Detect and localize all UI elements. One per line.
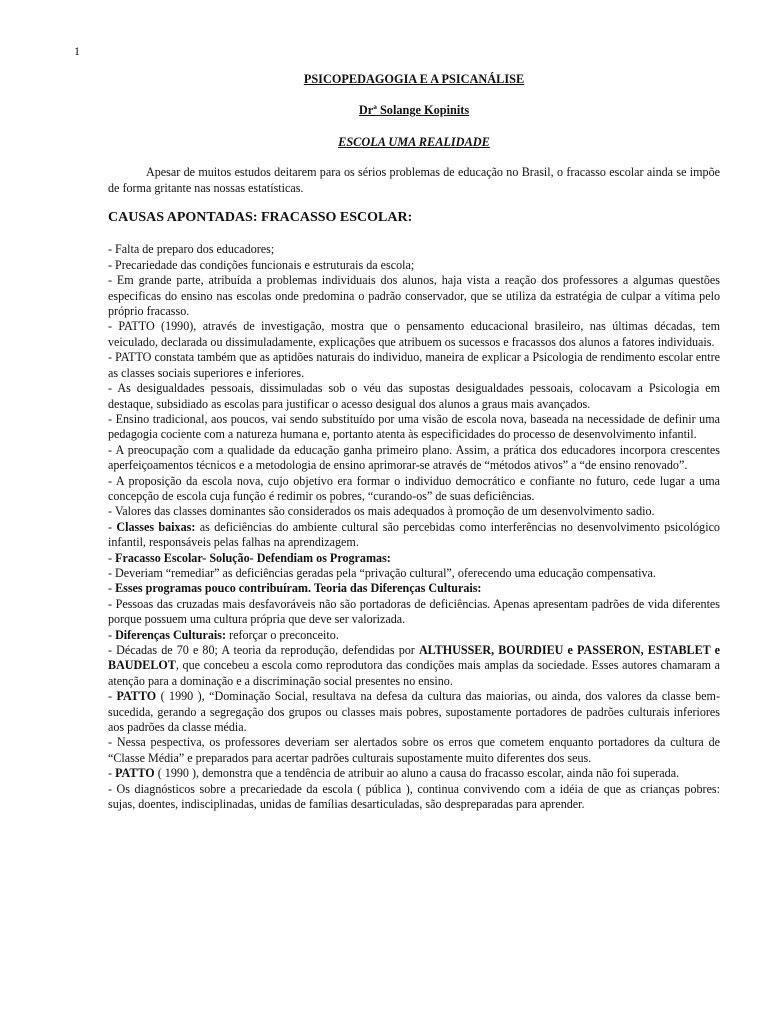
list-item-emphasis: Classes baixas:	[116, 519, 196, 534]
list-item	[108, 782, 720, 813]
list-item	[108, 766, 720, 781]
list-item-text: - Décadas de 70 e 80; A teoria da reprodução, defendidas por	[108, 643, 419, 657]
list-item-text: - A preocupação com a qualidade da educação ganha primeiro plano. Assim, a prática dos educadores incorpora crescentes aperfeiçoamentos técnicos e a metodologia de ensino aprimorar-se através de “métodos ativos” a “de ensino renovado”.	[108, 442, 720, 473]
list-item	[108, 242, 720, 257]
list-item-text-continued: ( 1990 ), “Dominação Social, resultava na defesa da cultura das maiorias, ou ainda, dos valores da classe bem- sucedida, gerando a segregação dos grupos ou classes mais pobres, supostamente portadores de padrões culturais inferiores aos padrões da classe média.	[108, 689, 720, 735]
list-item-text: - Precariedade das condições funcionais e estruturais da escola;	[108, 257, 415, 272]
list-item-text: -	[108, 581, 116, 596]
list-item-text: - Falta de preparo dos educadores;	[108, 242, 275, 257]
list-item-text: - As desigualdades pessoais, dissimuladas sob o véu das supostas desigualdades pessoais, colocavam a Psicologia em destaque, subsidiado as escolas para justificar o acesso desigual dos alunos a graus mais avançados.	[108, 381, 720, 411]
list-item-emphasis: Esses programas pouco contribuíram. Teoria das Diferenças Culturais:	[115, 581, 482, 596]
list-item-emphasis: ALTHUSSER, BOURDIEU e PASSERON, ESTABLET e BAUDELOT	[108, 643, 720, 673]
list-item-text: -	[108, 766, 116, 781]
causes-list	[108, 242, 720, 812]
list-item	[108, 443, 720, 474]
list-item	[108, 597, 720, 628]
list-item	[108, 319, 720, 350]
list-item-text: -	[108, 519, 117, 534]
list-item	[108, 735, 720, 766]
list-item	[108, 551, 720, 566]
list-item-text: - Nessa pespectiva, os professores deveriam ser alertados sobre os erros que cometem enquanto portadores da cultura de “Classe Média” e preparados para acertar padrões culturais supostamente muito diferentes dos seus.	[108, 735, 720, 765]
document-subtitle: ESCOLA UMA REALIDADE	[338, 134, 490, 149]
list-item	[108, 381, 720, 412]
list-item-text: - PATTO constata também que as aptidões naturais do individuo, maneira de explicar a Psicologia de rendimento escolar entre as classes sociais superiores e inferiores.	[108, 350, 720, 380]
list-item-text-continued: reforçar o preconceito.	[226, 627, 339, 642]
intro-paragraph: Apesar de muitos estudos deitarem para os sérios problemas de educação no Brasil, o fracasso escolar ainda se impõe de forma gritante nas nossas estatísticas.	[108, 165, 720, 195]
list-item	[108, 520, 720, 551]
list-item-emphasis: Diferenças Culturais:	[115, 627, 227, 642]
list-item-text: - Em grande parte, atribuída a problemas individuais dos alunos, haja vista a reação dos professores a algumas questões especificas do ensino nas escolas onde predomina o padrão conservador, que se utiliza da estratégia de culpar a vítima pelo próprio fracasso.	[108, 273, 720, 319]
list-item-text-continued: ( 1990 ), demonstra que a tendência de atribuir ao aluno a causa do fracasso escolar, ainda não foi superada.	[154, 766, 680, 781]
list-item-text: - PATTO (1990), através de investigação, mostra que o pensamento educacional brasileiro, nas últimas décadas, tem veiculado, declarada ou dissimuladamente, explicações que atribuem os sucessos e fracassos dos alunos a fatores individuais.	[108, 319, 720, 349]
list-item	[108, 412, 720, 443]
list-item-emphasis: Fracasso Escolar- Solução- Defendiam os Programas:	[115, 550, 391, 565]
list-item	[108, 258, 720, 273]
list-item	[108, 566, 720, 581]
list-item	[108, 689, 720, 735]
list-item	[108, 273, 720, 319]
list-item-text: - Os diagnósticos sobre a precariedade da escola ( pública ), continua convivendo com a idéia de que as crianças pobres: sujas, doentes, indisciplinadas, unidas de famílias desarticuladas, são despreparadas para aprender.	[108, 781, 720, 812]
list-item-text: - Deveriam “remediar” as deficiências geradas pela “privação cultural”, oferecendo uma educação compensativa.	[108, 565, 656, 580]
list-item	[108, 643, 720, 689]
list-item-emphasis: PATTO	[116, 689, 157, 704]
section-heading: CAUSAS APONTADAS: FRACASSO ESCOLAR:	[108, 210, 413, 226]
list-item	[108, 350, 720, 381]
list-item-text: - Pessoas das cruzadas mais desfavoráveis não são portadoras de deficiências. Apenas apresentam padrões de vida diferentes porque possuem uma cultura própria que deve ser valorizada.	[108, 596, 720, 627]
list-item	[108, 581, 720, 596]
list-item-text: - Ensino tradicional, aos poucos, vai sendo substituído por uma visão de escola nova, baseada na necessidade de definir uma pedagogia cociente com a natureza humana e, portanto atenta às especificidades do processo de desenvolvimento infantil.	[108, 411, 720, 442]
list-item-text: -	[108, 689, 117, 704]
list-item-text: - Valores das classes dominantes são considerados os mais adequados à promoção de um desenvolvimento sadio.	[108, 504, 655, 519]
list-item-text: -	[108, 550, 116, 565]
list-item-text: -	[108, 627, 116, 642]
list-item-text: - A proposição da escola nova, cujo objetivo era formar o individuo democrático e confiante no futuro, cede lugar a uma concepção de escola cuja função é redimir os pobres, “curando-os” de suas deficiências.	[108, 473, 720, 503]
page-number: 1	[74, 44, 80, 58]
author-line: Drª Solange Kopinits	[358, 103, 470, 118]
document-page	[108, 72, 720, 812]
list-item-text-continued: as deficiências do ambiente cultural são percebidas como interferências no desenvolvimento psicológico infantil, responsáveis pelas falhas na aprendizagem.	[108, 519, 720, 550]
list-item-text-continued: , que concebeu a escola como reprodutora das condições mais amplas da sociedade. Esses autores chamaram a atenção para a dominação e a discriminação social presentes no ensino.	[108, 658, 720, 688]
list-item	[108, 474, 720, 505]
list-item	[108, 628, 720, 643]
document-title: PSICOPEDAGOGIA E A PSICANÁLISE	[303, 72, 525, 86]
list-item-emphasis: PATTO	[115, 766, 155, 781]
list-item	[108, 504, 720, 519]
